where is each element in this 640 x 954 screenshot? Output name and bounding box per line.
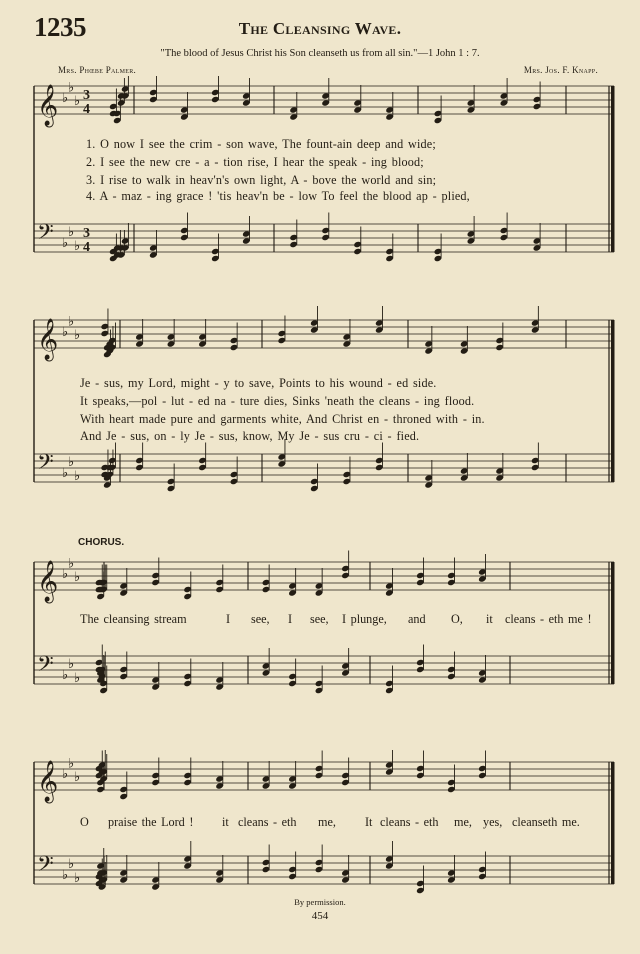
flat-sign-icon: ♭ [68,225,75,240]
hymn-number: 1235 [34,12,86,42]
treble-staff [34,306,614,361]
verse-2-line-2: It speaks,—pol - lut - ed na - ture dies, Sinks 'neath the cleans - ing flood. [80,394,475,408]
flat-sign-icon: ♭ [68,657,75,672]
chorus-word: I [288,612,293,626]
chorus-word: and [408,612,426,626]
chorus-word: cleanseth me. [512,815,580,829]
flat-sign-icon: ♭ [74,570,81,585]
chorus-word: me, [454,815,472,829]
permission-note: By permission. [294,897,346,907]
verse-4-line-1: 4. A - maz - ing grace ! 'tis heav'n be - low To feel the blood ap - plied, [86,189,470,203]
bass-staff [34,213,614,263]
bass-staff [34,841,614,894]
bass-staff [34,439,614,492]
treble-clef-icon: 𝄞 [37,85,59,126]
chorus-word: cleans - eth [380,815,439,829]
chorus-word: The cleansing stream [80,612,187,626]
chorus-word: cleans - eth me ! [505,612,592,626]
chorus-word: see, [251,612,270,626]
flat-sign-icon: ♭ [68,314,75,330]
flat-sign-icon: ♭ [62,767,69,782]
flat-sign-icon: ♭ [68,756,75,772]
time-signature-bottom: 4 [83,102,90,117]
flat-sign-icon: ♭ [74,770,81,785]
treble-clef-icon: 𝄞 [37,319,59,360]
bass-clef-icon: 𝄢 [37,450,54,480]
chorus-word: see, [310,612,329,626]
flat-sign-icon: ♭ [74,328,81,343]
chorus-label: CHORUS. [78,537,125,548]
flat-sign-icon: ♭ [68,556,75,572]
flat-sign-icon: ♭ [74,469,81,484]
treble-clef-icon: 𝄞 [37,561,59,602]
verse-3-line-1: 3. I rise to walk in heav'n's own light, A - bove the world and sin; [86,173,437,187]
flat-sign-icon: ♭ [74,671,81,686]
verse-2-line-1: 2. I see the new cre - a - tion rise, I hear the speak - ing blood; [86,155,424,169]
chorus-word: it [486,612,493,626]
flat-sign-icon: ♭ [62,91,69,106]
bass-clef-icon: 𝄢 [37,220,54,250]
treble-staff [34,551,614,604]
chorus-word: me, [318,815,336,829]
treble-clef-icon: 𝄞 [37,761,59,802]
lyricist-credit: Mrs. Phœbe Palmer. [58,65,137,75]
flat-sign-icon: ♭ [62,868,69,883]
time-signature-top: 3 [83,226,90,241]
flat-sign-icon: ♭ [68,857,75,872]
flat-sign-icon: ♭ [62,466,69,481]
verse-3-line-2: With heart made pure and garments white, And Christ en - throned with - in. [80,412,485,426]
verse-4-line-2: And Je - sus, on - ly Je - sus, know, My Je - sus cru - ci - fied. [80,429,420,443]
verse-1-line-1: 1. O now I see the crim - son wave, The fount-ain deep and wide; [86,137,436,151]
flat-sign-icon: ♭ [62,567,69,582]
time-signature-top: 3 [83,88,90,103]
scripture-reference: "The blood of Jesus Christ his Son cleanseth us from all sin."—1 John 1 : 7. [160,48,480,59]
flat-sign-icon: ♭ [62,668,69,683]
bass-clef-icon: 𝄢 [37,652,54,682]
time-signature-bottom: 4 [83,240,90,255]
chorus-word: I plunge, [342,612,387,626]
chorus-word: It [365,815,373,829]
chorus-word: O [80,815,89,829]
page-number: 454 [311,910,329,922]
hymn-title: The Cleansing Wave. [238,19,402,38]
flat-sign-icon: ♭ [74,871,81,886]
chorus-word: cleans - eth [238,815,297,829]
verse-1-line-2: Je - sus, my Lord, might - y to save, Points to his wound - ed side. [80,376,437,390]
chorus-word: O, [451,612,463,626]
chorus-word: it [222,815,229,829]
flat-sign-icon: ♭ [74,239,81,254]
composer-credit: Mrs. Jos. F. Knapp. [523,65,598,75]
chorus-word: I [226,612,231,626]
flat-sign-icon: ♭ [68,80,75,96]
bass-clef-icon: 𝄢 [37,852,54,882]
flat-sign-icon: ♭ [62,325,69,340]
bass-staff [34,645,614,695]
chorus-word: praise the Lord ! [108,815,194,829]
chorus-word: yes, [483,815,503,829]
flat-sign-icon: ♭ [74,94,81,109]
flat-sign-icon: ♭ [62,236,69,251]
final-bar-line [611,762,615,884]
treble-staff [34,750,614,803]
treble-staff [34,76,614,127]
flat-sign-icon: ♭ [68,455,75,470]
final-bar-line [611,562,615,684]
